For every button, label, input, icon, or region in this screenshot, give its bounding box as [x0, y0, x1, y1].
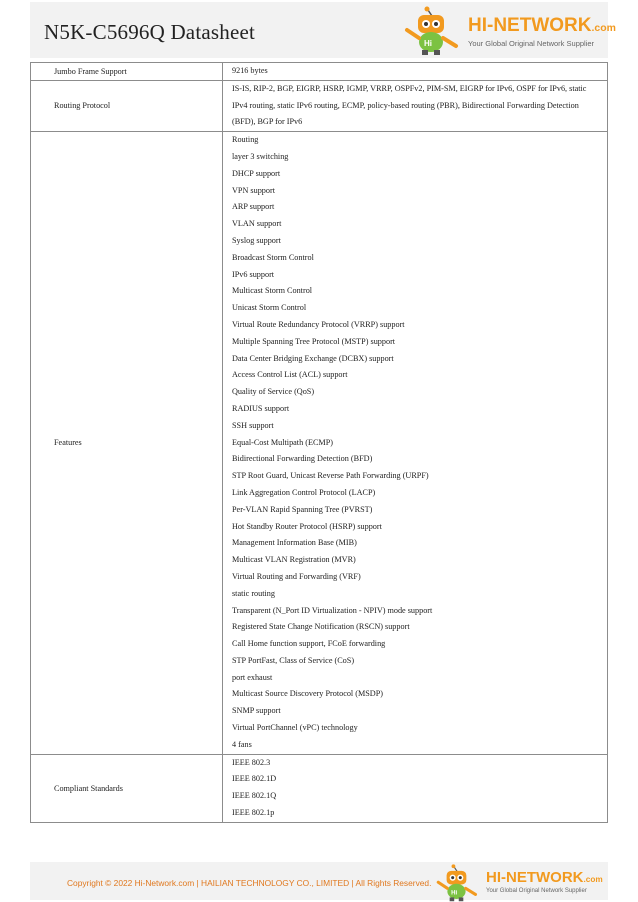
robot-mascot-icon — [402, 6, 464, 56]
svg-text:Hi: Hi — [424, 39, 432, 48]
logo-tagline: Your Global Original Network Supplier — [486, 888, 587, 894]
table-row — [31, 132, 608, 754]
row-value — [223, 63, 608, 81]
value-line: static routing — [232, 588, 275, 598]
hi-network-logo — [402, 6, 616, 56]
row-label: Features — [31, 132, 223, 754]
value-line: Virtual PortChannel (vPC) technology — [232, 723, 358, 733]
value-line: RADIUS support — [232, 403, 290, 413]
value-line: IEEE 802.1p — [232, 808, 275, 818]
value-line: Registered State Change Notification (RSCN) support — [232, 622, 410, 632]
value-line: Multicast Source Discovery Protocol (MSDP) — [232, 689, 383, 699]
value-line: STP PortFast, Class of Service (CoS) — [232, 655, 355, 665]
value-line: Syslog support — [232, 235, 281, 245]
value-line: IEEE 802.1Q — [232, 791, 277, 801]
value-line: VLAN support — [232, 219, 282, 229]
value-line: Routing — [232, 135, 259, 145]
value-line: 9216 bytes — [232, 66, 268, 75]
value-line: Hot Standby Router Protocol (HSRP) support — [232, 521, 382, 531]
value-line: SSH support — [232, 420, 274, 430]
table-row — [31, 754, 608, 822]
value-line: Multiple Spanning Tree Protocol (MSTP) support — [232, 336, 396, 346]
value-line: Multicast VLAN Registration (MVR) — [232, 555, 356, 565]
value-line: IEEE 802.3 — [232, 757, 271, 767]
row-value — [223, 754, 608, 822]
value-line: port exhaust — [232, 672, 273, 682]
value-line: VPN support — [232, 185, 275, 195]
copyright-text: Copyright © 2022 Hi-Network.com | HAILIAN TECHNOLOGY CO., LIMITED | All Rights Reserved. — [67, 878, 432, 888]
row-value — [223, 80, 608, 131]
value-line: Virtual Routing and Forwarding (VRF) — [232, 571, 361, 581]
table-row — [31, 80, 608, 131]
footer-logo — [434, 864, 604, 902]
row-label: Compliant Standards — [31, 754, 223, 822]
value-line: Virtual Route Redundancy Protocol (VRRP) support — [232, 319, 405, 329]
logo-wordmark: HI-NETWORK.com — [468, 15, 616, 36]
value-line: Data Center Bridging Exchange (DCBX) support — [232, 353, 394, 363]
robot-mascot-icon — [434, 864, 482, 902]
value-line: IPv6 support — [232, 269, 275, 279]
value-line: Equal-Cost Multipath (ECMP) — [232, 437, 333, 447]
document-title: N5K-C5696Q Datasheet — [44, 20, 256, 44]
value-line: SNMP support — [232, 706, 281, 716]
value-line: Unicast Storm Control — [232, 303, 307, 313]
value-line: IEEE 802.1D — [232, 774, 277, 784]
value-line: (BFD), BGP for IPv6 — [232, 117, 303, 127]
value-line: Per-VLAN Rapid Spanning Tree (PVRST) — [232, 504, 373, 514]
value-line: Multicast Storm Control — [232, 286, 313, 296]
logo-wordmark: HI-NETWORK.com — [486, 869, 603, 886]
svg-text:Hi: Hi — [451, 889, 458, 897]
value-line: Quality of Service (QoS) — [232, 387, 315, 397]
value-line: STP Root Guard, Unicast Reverse Path Forwarding (URPF) — [232, 471, 429, 481]
value-line: layer 3 switching — [232, 151, 289, 161]
value-line: Transparent (N_Port ID Virtualization - NPIV) mode support — [232, 605, 433, 615]
value-line: Access Control List (ACL) support — [232, 370, 348, 380]
value-line: Link Aggregation Control Protocol (LACP) — [232, 487, 376, 497]
page-header — [30, 2, 616, 58]
row-label: Routing Protocol — [31, 80, 223, 131]
value-line: Broadcast Storm Control — [232, 252, 314, 262]
value-line: DHCP support — [232, 168, 281, 178]
value-line: IS-IS, RIP-2, BGP, EIGRP, HSRP, IGMP, VRRP, OSPFv2, PIM-SM, EIGRP for IPv6, OSPF for IPv6, static — [232, 83, 587, 93]
row-label: Jumbo Frame Support — [31, 63, 223, 81]
spec-table — [30, 62, 608, 823]
logo-tagline: Your Global Original Network Supplier — [468, 39, 595, 48]
value-line: Bidirectional Forwarding Detection (BFD) — [232, 454, 373, 464]
row-value — [223, 132, 608, 754]
value-line: IPv4 routing, static IPv6 routing, ECMP, policy-based routing (PBR), Bidirectional Forwarding Detection — [232, 100, 579, 110]
value-line: ARP support — [232, 202, 275, 212]
value-line: 4 fans — [232, 739, 252, 749]
table-row — [31, 63, 608, 81]
value-line: Call Home function support, FCoE forwarding — [232, 639, 386, 649]
value-line: Management Information Base (MIB) — [232, 538, 357, 548]
page-footer — [30, 862, 608, 900]
